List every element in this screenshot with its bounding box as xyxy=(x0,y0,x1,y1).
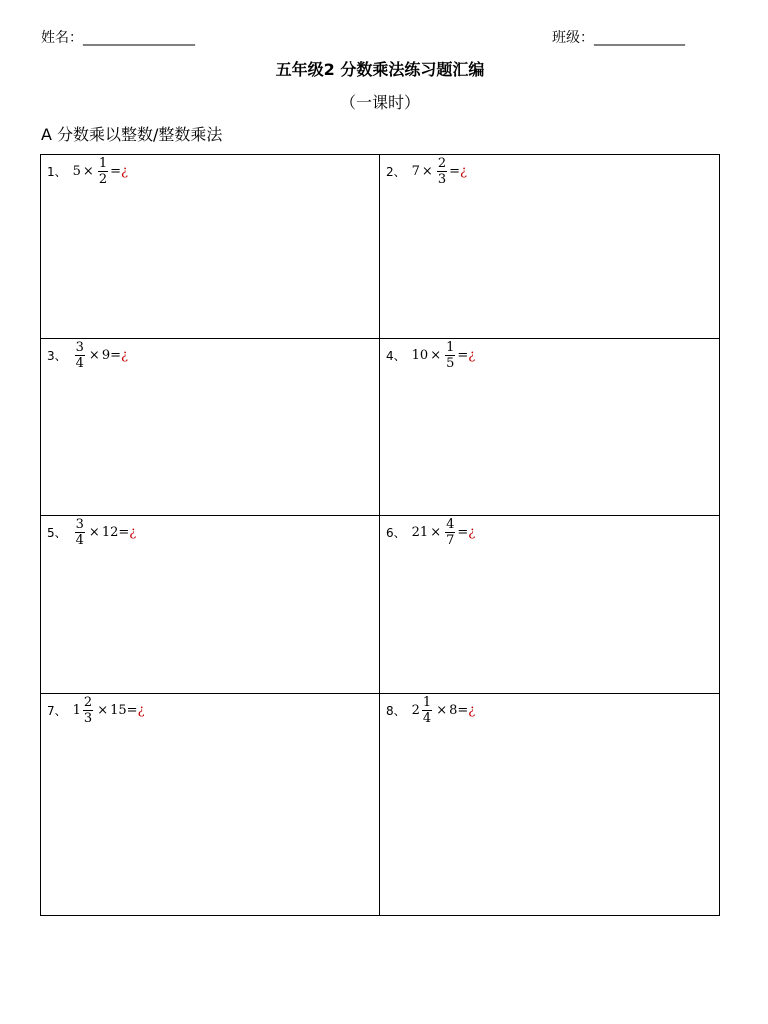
equals-sign: = xyxy=(449,164,461,179)
times-sign: × xyxy=(88,525,100,540)
answer-placeholder: ¿ xyxy=(468,348,476,363)
problem-expression xyxy=(47,696,145,725)
answer-placeholder: ¿ xyxy=(468,525,476,540)
numerator: 1 xyxy=(98,156,108,171)
denominator: 3 xyxy=(83,711,93,726)
problem-number: 6、 xyxy=(386,526,406,540)
problem-expression xyxy=(386,157,467,186)
equals-sign: = xyxy=(110,348,122,363)
equals-sign: = xyxy=(118,525,130,540)
equals-sign: = xyxy=(126,703,138,718)
times-sign: × xyxy=(436,703,448,718)
denominator: 4 xyxy=(75,533,84,548)
problem-number: 5、 xyxy=(47,526,67,540)
integer: 15 xyxy=(110,703,127,718)
problem-number: 8、 xyxy=(386,704,406,718)
problem-expression xyxy=(47,518,136,547)
problem-expression xyxy=(386,518,475,547)
denominator: 5 xyxy=(446,356,455,371)
problem-grid xyxy=(40,154,720,916)
problem-cell[interactable] xyxy=(380,339,719,516)
numerator: 3 xyxy=(75,340,84,355)
numerator: 2 xyxy=(83,695,93,710)
problem-cell[interactable] xyxy=(380,694,719,915)
equals-sign: = xyxy=(457,348,469,363)
numerator: 2 xyxy=(437,156,447,171)
fraction xyxy=(75,341,85,370)
fraction xyxy=(83,696,93,725)
problem-expression xyxy=(47,157,128,186)
answer-placeholder: ¿ xyxy=(121,164,128,179)
fraction xyxy=(98,157,108,186)
denominator: 4 xyxy=(422,711,432,726)
mixed-whole: 2 xyxy=(411,703,420,718)
problem-cell[interactable] xyxy=(380,155,719,339)
name-field-label: 姓名：________________ xyxy=(41,30,195,46)
integer: 7 xyxy=(411,164,420,179)
times-sign: × xyxy=(88,348,100,363)
problem-number: 4、 xyxy=(386,349,406,363)
page-title: 五年级2 分数乘法练习题汇编 xyxy=(275,60,485,79)
mixed-whole: 1 xyxy=(72,703,81,718)
problem-cell[interactable] xyxy=(380,516,719,694)
equals-sign: = xyxy=(110,164,122,179)
fraction xyxy=(422,696,432,725)
denominator: 2 xyxy=(98,172,108,187)
problem-cell[interactable] xyxy=(41,694,380,915)
problem-number: 1、 xyxy=(47,165,67,179)
times-sign: × xyxy=(97,703,109,718)
denominator: 7 xyxy=(446,533,455,548)
problem-number: 3、 xyxy=(47,349,67,363)
numerator: 3 xyxy=(75,517,84,532)
problem-number: 2、 xyxy=(386,165,406,179)
problem-expression xyxy=(386,341,475,370)
answer-placeholder: ¿ xyxy=(129,525,137,540)
denominator: 4 xyxy=(75,356,84,371)
problem-cell[interactable] xyxy=(41,155,380,339)
class-field-label: 班级：_____________ xyxy=(552,30,685,46)
numerator: 1 xyxy=(422,695,432,710)
answer-placeholder: ¿ xyxy=(121,348,128,363)
section-title: A 分数乘以整数/整数乘法 xyxy=(41,125,223,144)
fraction xyxy=(445,341,455,370)
fraction xyxy=(437,157,447,186)
integer: 5 xyxy=(72,164,81,179)
integer: 9 xyxy=(101,348,111,363)
fraction xyxy=(75,518,85,547)
times-sign: × xyxy=(430,348,442,363)
integer: 21 xyxy=(411,525,429,540)
problem-expression xyxy=(386,696,475,725)
page-subtitle: （一课时） xyxy=(339,93,420,112)
answer-placeholder: ¿ xyxy=(137,703,145,718)
integer: 8 xyxy=(449,703,458,718)
answer-placeholder: ¿ xyxy=(468,703,476,718)
fraction xyxy=(445,518,455,547)
problem-cell[interactable] xyxy=(41,516,380,694)
times-sign: × xyxy=(430,525,442,540)
problem-number: 7、 xyxy=(47,704,67,718)
integer: 12 xyxy=(101,525,119,540)
problem-expression xyxy=(47,341,128,370)
denominator: 3 xyxy=(437,172,447,187)
numerator: 4 xyxy=(446,517,455,532)
integer: 10 xyxy=(411,348,429,363)
numerator: 1 xyxy=(446,340,455,355)
times-sign: × xyxy=(82,164,94,179)
answer-placeholder: ¿ xyxy=(460,164,467,179)
problem-cell[interactable] xyxy=(41,339,380,516)
equals-sign: = xyxy=(457,703,469,718)
equals-sign: = xyxy=(457,525,469,540)
times-sign: × xyxy=(421,164,433,179)
